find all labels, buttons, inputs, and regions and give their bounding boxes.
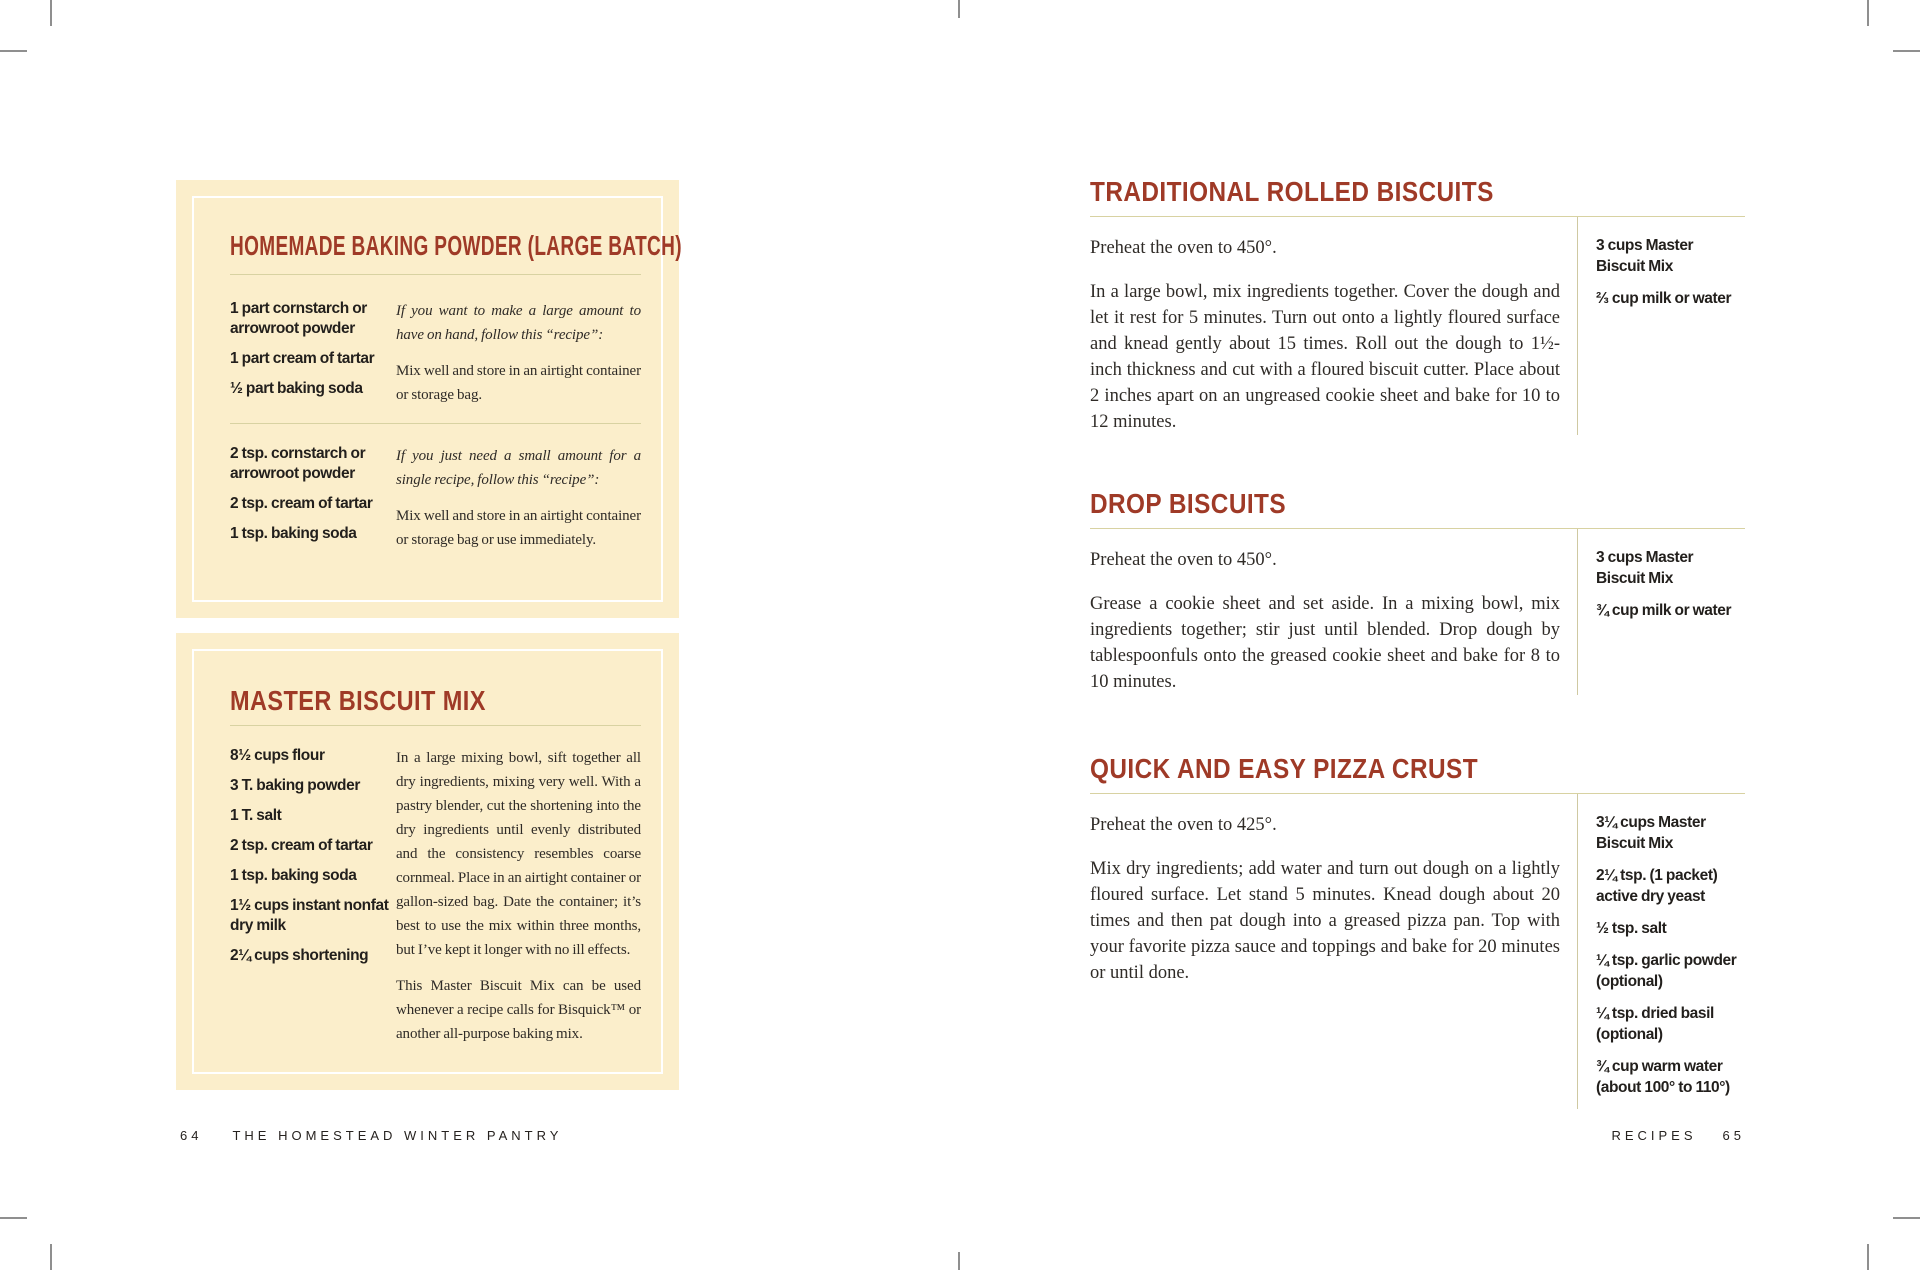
recipe-note: If you want to make a large amount to have on hand, follow this “recipe”: [396, 303, 641, 343]
heading-rule [230, 274, 641, 275]
ingredient-item: 2¼ tsp. (1 packet) active dry yeast [1596, 867, 1718, 905]
recipe-section-traditional-rolled-biscuits [1090, 176, 1745, 435]
ingredient-item: 1 tsp. baking soda [230, 867, 357, 884]
recipe-instructions [1090, 217, 1560, 435]
large-batch-section [230, 299, 641, 407]
crop-mark [1867, 1244, 1869, 1270]
instructions-column [396, 299, 641, 407]
recipe-section-quick-and-easy-pizza-crust [1090, 753, 1745, 1109]
crop-mark [50, 0, 52, 26]
ingredient-item: ¾ cup milk or water [1596, 602, 1732, 619]
ingredient-item: 8½ cups flour [230, 747, 325, 764]
ingredient-item: ¾ cup warm water (about 100° to 110°) [1596, 1058, 1730, 1096]
biscuit-mix-section [230, 746, 641, 1046]
ingredient-item: 2 tsp. cream of tartar [230, 495, 373, 512]
recipe-note: If you just need a small amount for a single recipe, follow this “recipe”: [396, 448, 641, 488]
small-batch-section [230, 444, 641, 552]
ingredient-item: 1 part cream of tartar [230, 350, 375, 367]
instructions-column [396, 746, 641, 1046]
ingredients-column [230, 746, 390, 1046]
recipe-paragraph: This Master Biscuit Mix can be used whenever a recipe calls for Bisquick™ or another all-purpose baking mix. [396, 978, 641, 1042]
instructions-column [396, 444, 641, 552]
ingredient-item: 1 T. salt [230, 807, 282, 824]
baking-powder-card [176, 180, 682, 618]
ingredient-item: ¼ tsp. dried basil (optional) [1596, 1005, 1714, 1043]
master-biscuit-mix-card [176, 633, 679, 1090]
ingredient-item: 1½ cups instant nonfat dry milk [230, 897, 389, 934]
recipe-heading: TRADITIONAL ROLLED BISCUITS [1090, 176, 1494, 207]
ingredient-item: 3 cups Master Biscuit Mix [1596, 237, 1694, 275]
ingredients-column [1577, 529, 1745, 695]
recipe-paragraph: Mix well and store in an airtight container or storage bag or use immediately. [396, 508, 641, 548]
crop-mark [1893, 50, 1920, 52]
ingredient-item: 3 T. baking powder [230, 777, 360, 794]
ingredients-column [230, 444, 390, 552]
ingredients-column [1577, 217, 1745, 435]
recipe-heading: MASTER BISCUIT MIX [230, 685, 486, 716]
recipe-paragraph: Grease a cookie sheet and set aside. In a mixing bowl, mix ingredients together; stir just until blended. Drop dough by tablespoonfuls onto the greased cookie sheet and bake for 8 to 10 minutes. [1090, 594, 1560, 692]
ingredient-item: ¼ tsp. garlic powder (optional) [1596, 952, 1737, 990]
ingredient-item: 1 part cornstarch or arrowroot powder [230, 300, 367, 337]
recipe-paragraph: Mix well and store in an airtight container or storage bag. [396, 363, 641, 403]
recipe-paragraph: In a large mixing bowl, sift together all dry ingredients, mixing very well. With a pastry blender, cut the shortening into the dry ingredients until evenly distributed and the consistency resembles coarse cornmeal. Place in an airtight container or gallon-sized bag. Date the container; it’s best to use the mix within three months, but I’ve kept it longer with no ill effects. [396, 750, 641, 958]
section-divider [230, 423, 641, 424]
ingredients-column [1577, 794, 1745, 1109]
ingredient-item: 3 cups Master Biscuit Mix [1596, 549, 1694, 587]
ingredient-item: 2¼ cups shortening [230, 947, 369, 964]
left-page-footer [180, 1128, 562, 1143]
recipe-instructions [1090, 529, 1560, 695]
recipe-paragraph: Preheat the oven to 450°. [1090, 238, 1277, 258]
crop-mark [50, 1244, 52, 1270]
recipe-heading: DROP BISCUITS [1090, 488, 1287, 519]
crop-mark [958, 1252, 960, 1270]
crop-mark [0, 1217, 27, 1219]
recipe-instructions [1090, 794, 1560, 1109]
crop-mark [0, 50, 27, 52]
ingredient-item: ½ part baking soda [230, 380, 363, 397]
recipe-paragraph: Preheat the oven to 450°. [1090, 550, 1277, 570]
ingredients-column [230, 299, 390, 407]
crop-mark [1893, 1217, 1920, 1219]
recipe-paragraph: Mix dry ingredients; add water and turn out dough on a lightly floured surface. Let stand 5 minutes. Knead dough about 20 times and then pat dough into a greased pizza pan. Top with your favorite pizza sauce and toppings and bake for 20 minutes or until done. [1090, 859, 1560, 983]
footer-title: THE HOMESTEAD WINTER PANTRY [232, 1128, 563, 1143]
ingredient-item: 2 tsp. cornstarch or arrowroot powder [230, 445, 366, 482]
right-page-footer [1611, 1128, 1745, 1143]
page-number: 64 [180, 1128, 203, 1143]
ingredient-item: 2 tsp. cream of tartar [230, 837, 373, 854]
recipe-paragraph: Preheat the oven to 425°. [1090, 815, 1277, 835]
ingredient-item: ½ tsp. salt [1596, 920, 1667, 937]
recipe-heading: QUICK AND EASY PIZZA CRUST [1090, 753, 1479, 784]
ingredient-item: 3¼ cups Master Biscuit Mix [1596, 814, 1706, 852]
footer-title: RECIPES [1611, 1128, 1697, 1143]
heading-rule [230, 725, 641, 726]
recipe-section-drop-biscuits [1090, 488, 1745, 695]
ingredient-item: ⅔ cup milk or water [1596, 290, 1732, 307]
crop-mark [1867, 0, 1869, 26]
ingredient-item: 1 tsp. baking soda [230, 525, 357, 542]
recipe-paragraph: In a large bowl, mix ingredients together. Cover the dough and let it rest for 5 minutes. Turn out onto a lightly floured surface and knead gently about 15 times. Roll out the dough to 1½-inch thickness and cut with a floured biscuit cutter. Place about 2 inches apart on an ungreased cookie sheet and bake for 10 to 12 minutes. [1090, 282, 1560, 432]
page-number: 65 [1722, 1128, 1745, 1143]
crop-mark [958, 0, 960, 18]
recipe-heading: HOMEMADE BAKING POWDER (LARGE BATCH) [230, 230, 682, 261]
